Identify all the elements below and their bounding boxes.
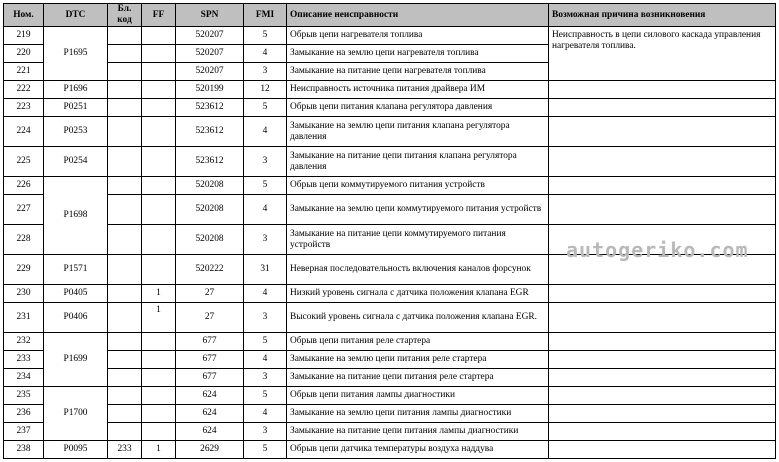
cell-num: 230 <box>4 285 44 303</box>
cell-fmi: 31 <box>244 255 287 285</box>
cell-fmi: 5 <box>244 441 287 459</box>
cell-num: 235 <box>4 387 44 405</box>
table-row <box>4 27 776 45</box>
cell-spn: 27 <box>176 285 244 303</box>
cell-num: 233 <box>4 351 44 369</box>
cell-reason <box>549 333 776 351</box>
cell-reason <box>549 423 776 441</box>
cell-num: 224 <box>4 117 44 147</box>
header-num: Ном. <box>4 4 44 27</box>
cell-dtc: P0254 <box>44 147 108 177</box>
cell-reason <box>549 99 776 117</box>
cell-block-code <box>108 387 142 405</box>
cell-block-code <box>108 423 142 441</box>
cell-description: Замыкание на землю цепи питания реле стартера <box>287 351 549 369</box>
cell-dtc: P0405 <box>44 285 108 303</box>
table-row <box>4 423 776 441</box>
cell-fmi: 4 <box>244 117 287 147</box>
cell-fmi: 5 <box>244 387 287 405</box>
cell-num: 222 <box>4 81 44 99</box>
cell-num: 237 <box>4 423 44 441</box>
cell-fmi: 4 <box>244 351 287 369</box>
cell-num: 225 <box>4 147 44 177</box>
cell-spn: 523612 <box>176 117 244 147</box>
cell-spn: 520207 <box>176 63 244 81</box>
cell-num: 234 <box>4 369 44 387</box>
cell-spn: 677 <box>176 333 244 351</box>
cell-reason <box>549 117 776 147</box>
cell-description: Замыкание на землю цепи коммутируемого питания устройств <box>287 195 549 225</box>
cell-fmi: 5 <box>244 333 287 351</box>
cell-ff <box>142 177 176 195</box>
table-row <box>4 195 776 225</box>
cell-num: 221 <box>4 63 44 81</box>
cell-block-code <box>108 81 142 99</box>
cell-spn: 520208 <box>176 225 244 255</box>
cell-fmi: 3 <box>244 423 287 441</box>
table-row <box>4 99 776 117</box>
header-block-code: Бл. код <box>108 4 142 27</box>
cell-description: Высокий уровень сигнала с датчика положения клапана EGR. <box>287 303 549 333</box>
cell-num: 227 <box>4 195 44 225</box>
table-row <box>4 285 776 303</box>
cell-num: 231 <box>4 303 44 333</box>
cell-ff <box>142 27 176 45</box>
cell-fmi: 5 <box>244 177 287 195</box>
cell-reason <box>549 285 776 303</box>
cell-block-code <box>108 195 142 225</box>
table-row <box>4 369 776 387</box>
cell-description: Замыкание на питание цепи питания лампы диагностики <box>287 423 549 441</box>
cell-description: Обрыв цепи питания клапана регулятора давления <box>287 99 549 117</box>
cell-description: Замыкание на питание цепи питания реле стартера <box>287 369 549 387</box>
table-row <box>4 303 776 333</box>
cell-reason: Неисправность в цепи силового каскада управления нагревателя топлива. <box>549 27 776 81</box>
cell-num: 238 <box>4 441 44 459</box>
cell-ff <box>142 225 176 255</box>
header-reason: Возможная причина возникновения <box>549 4 776 27</box>
watermark: autogeriko.com <box>566 238 749 262</box>
header-fmi: FMI <box>244 4 287 27</box>
cell-fmi: 4 <box>244 405 287 423</box>
cell-fmi: 3 <box>244 147 287 177</box>
header-dtc: DTC <box>44 4 108 27</box>
cell-ff <box>142 45 176 63</box>
cell-dtc: P1696 <box>44 81 108 99</box>
cell-spn: 523612 <box>176 147 244 177</box>
cell-num: 219 <box>4 27 44 45</box>
cell-ff <box>142 255 176 285</box>
cell-dtc: P1571 <box>44 255 108 285</box>
table-row <box>4 177 776 195</box>
table-header-row <box>4 4 776 27</box>
table-row <box>4 81 776 99</box>
cell-block-code <box>108 285 142 303</box>
cell-description: Низкий уровень сигнала с датчика положения клапана EGR <box>287 285 549 303</box>
cell-spn: 624 <box>176 405 244 423</box>
cell-description: Обрыв цепи питания реле стартера <box>287 333 549 351</box>
cell-reason <box>549 81 776 99</box>
cell-fmi: 3 <box>244 63 287 81</box>
cell-description: Замыкание на землю цепи питания лампы диагностики <box>287 405 549 423</box>
cell-block-code <box>108 351 142 369</box>
cell-reason <box>549 351 776 369</box>
cell-spn: 520222 <box>176 255 244 285</box>
table-row <box>4 387 776 405</box>
cell-dtc: P1700 <box>44 387 108 441</box>
cell-reason <box>549 195 776 225</box>
cell-description: Обрыв цепи датчика температуры воздуха наддува <box>287 441 549 459</box>
cell-spn: 2629 <box>176 441 244 459</box>
table-row <box>4 147 776 177</box>
cell-spn: 520208 <box>176 195 244 225</box>
cell-spn: 677 <box>176 351 244 369</box>
cell-spn: 624 <box>176 423 244 441</box>
cell-block-code <box>108 333 142 351</box>
header-spn: SPN <box>176 4 244 27</box>
cell-num: 236 <box>4 405 44 423</box>
cell-spn: 27 <box>176 303 244 333</box>
cell-num: 232 <box>4 333 44 351</box>
cell-fmi: 4 <box>244 195 287 225</box>
cell-ff <box>142 195 176 225</box>
cell-reason <box>549 303 776 333</box>
cell-block-code <box>108 177 142 195</box>
cell-ff: 1 <box>142 303 176 333</box>
cell-block-code <box>108 303 142 333</box>
cell-block-code <box>108 255 142 285</box>
cell-spn: 520199 <box>176 81 244 99</box>
cell-description: Неисправность источника питания драйвера ИМ <box>287 81 549 99</box>
table-row <box>4 441 776 459</box>
cell-fmi: 12 <box>244 81 287 99</box>
cell-block-code <box>108 405 142 423</box>
cell-reason <box>549 387 776 405</box>
table-row <box>4 351 776 369</box>
cell-ff: 1 <box>142 441 176 459</box>
header-description: Описание неисправности <box>287 4 549 27</box>
table-row <box>4 117 776 147</box>
cell-ff <box>142 423 176 441</box>
table-row <box>4 333 776 351</box>
cell-block-code <box>108 63 142 81</box>
cell-description: Замыкание на землю цепи питания клапана регулятора давления <box>287 117 549 147</box>
cell-ff <box>142 147 176 177</box>
cell-ff <box>142 369 176 387</box>
cell-description: Обрыв цепи нагревателя топлива <box>287 27 549 45</box>
fault-codes-table <box>3 3 776 459</box>
cell-fmi: 4 <box>244 45 287 63</box>
cell-ff <box>142 405 176 423</box>
cell-num: 226 <box>4 177 44 195</box>
cell-block-code <box>108 369 142 387</box>
cell-dtc: P1698 <box>44 177 108 255</box>
cell-num: 223 <box>4 99 44 117</box>
cell-reason <box>549 405 776 423</box>
cell-dtc: P0095 <box>44 441 108 459</box>
cell-num: 220 <box>4 45 44 63</box>
cell-ff <box>142 351 176 369</box>
cell-ff <box>142 63 176 81</box>
header-ff: FF <box>142 4 176 27</box>
cell-ff <box>142 117 176 147</box>
cell-description: Замыкание на питание цепи коммутируемого питания устройств <box>287 225 549 255</box>
cell-description: Обрыв цепи коммутируемого питания устройств <box>287 177 549 195</box>
cell-dtc: P0251 <box>44 99 108 117</box>
cell-dtc: P1695 <box>44 27 108 81</box>
cell-dtc: P0406 <box>44 303 108 333</box>
cell-spn: 624 <box>176 387 244 405</box>
cell-reason <box>549 147 776 177</box>
cell-dtc: P0253 <box>44 117 108 147</box>
cell-block-code <box>108 99 142 117</box>
cell-fmi: 3 <box>244 303 287 333</box>
cell-block-code <box>108 147 142 177</box>
cell-ff <box>142 81 176 99</box>
cell-dtc: P1699 <box>44 333 108 387</box>
cell-block-code <box>108 225 142 255</box>
cell-ff <box>142 333 176 351</box>
cell-block-code: 233 <box>108 441 142 459</box>
cell-description: Неверная последовательность включения каналов форсунок <box>287 255 549 285</box>
cell-description: Обрыв цепи питания лампы диагностики <box>287 387 549 405</box>
cell-num: 229 <box>4 255 44 285</box>
cell-spn: 523612 <box>176 99 244 117</box>
cell-fmi: 4 <box>244 285 287 303</box>
cell-reason <box>549 369 776 387</box>
cell-ff: 1 <box>142 285 176 303</box>
cell-spn: 520208 <box>176 177 244 195</box>
cell-num: 228 <box>4 225 44 255</box>
cell-spn: 677 <box>176 369 244 387</box>
cell-fmi: 3 <box>244 225 287 255</box>
table-row <box>4 405 776 423</box>
cell-reason <box>549 177 776 195</box>
cell-reason <box>549 441 776 459</box>
cell-fmi: 5 <box>244 99 287 117</box>
cell-block-code <box>108 117 142 147</box>
cell-description: Замыкание на питание цепи питания клапана регулятора давления <box>287 147 549 177</box>
cell-spn: 520207 <box>176 45 244 63</box>
cell-description: Замыкание на землю цепи нагревателя топлива <box>287 45 549 63</box>
cell-ff <box>142 99 176 117</box>
cell-ff <box>142 387 176 405</box>
cell-fmi: 3 <box>244 369 287 387</box>
fault-codes-table-container <box>3 3 776 459</box>
cell-block-code <box>108 45 142 63</box>
cell-description: Замыкание на питание цепи нагревателя топлива <box>287 63 549 81</box>
cell-spn: 520207 <box>176 27 244 45</box>
cell-block-code <box>108 27 142 45</box>
cell-fmi: 5 <box>244 27 287 45</box>
